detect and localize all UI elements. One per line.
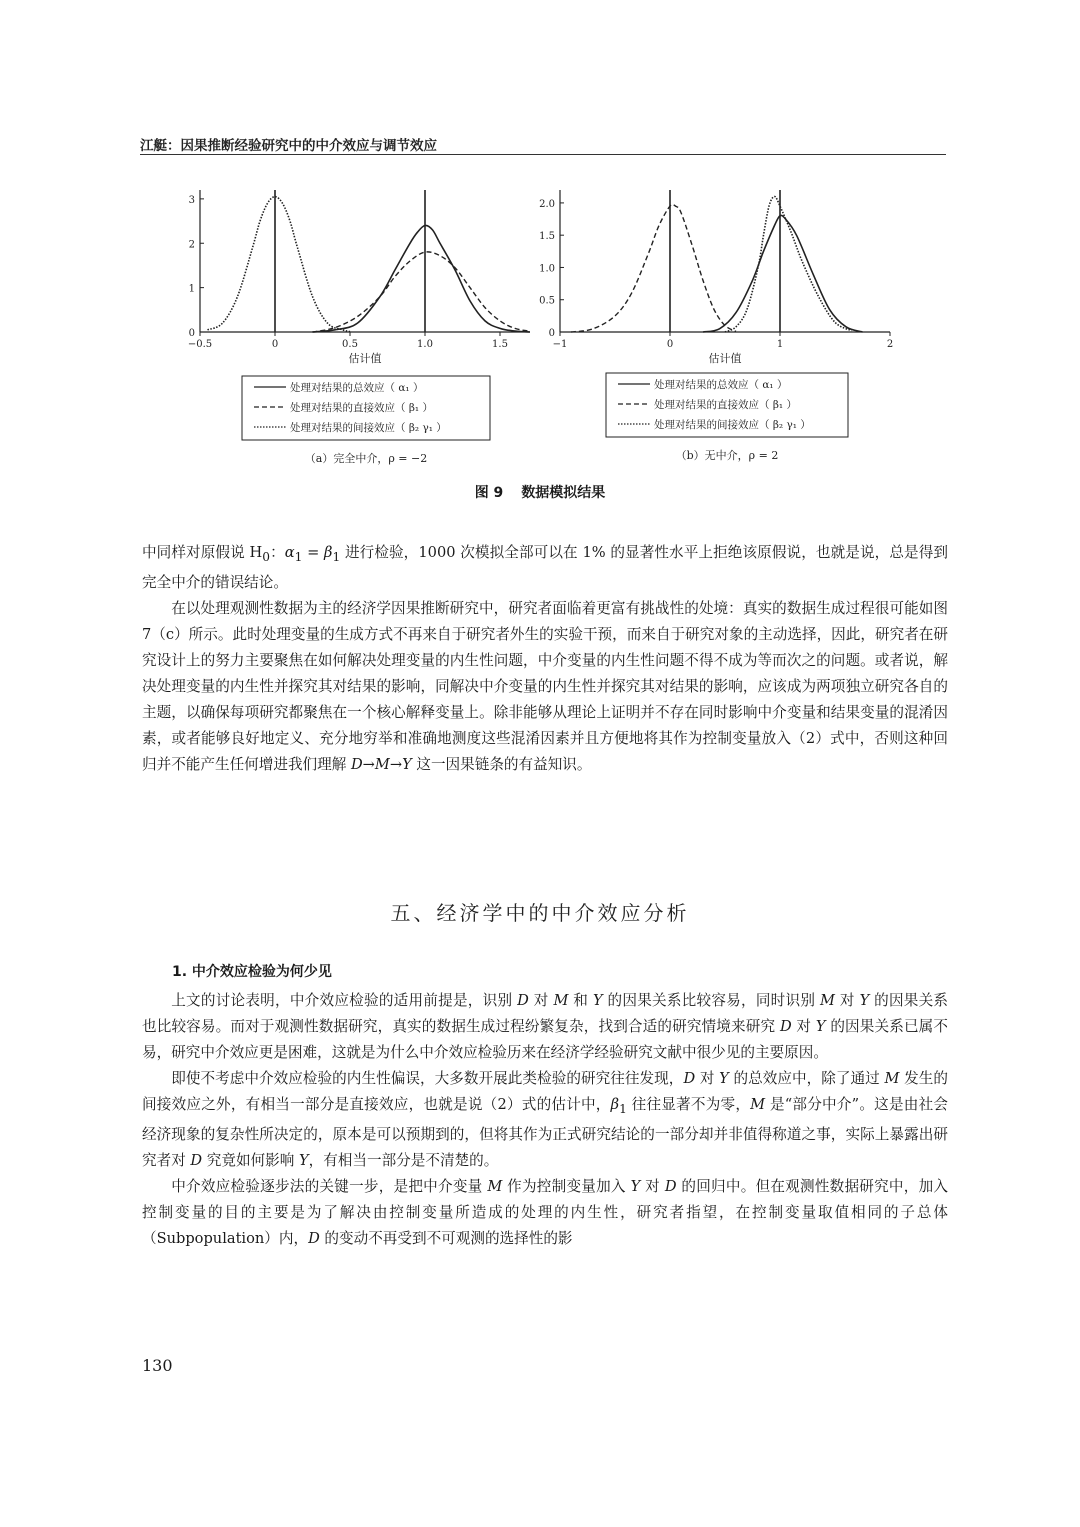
paragraph: 上文的讨论表明，中介效应检验的适用前提是，识别 D 对 M 和 Y 的因果关系比较容易，同时识别 M 对 Y 的因果关系也比较容易。而对于观测性数据研究，真实的数据生成过程纷繁复杂，找到合适的研究情境来研究 D 对 Y 的因果关系已属不易，研究中介效应更是困难，这就是为什么中介效应检验历来在经济学经验研究文献中很少见的主要原因。 bbox=[142, 992, 949, 1061]
chart-panel-b bbox=[530, 180, 920, 480]
legend-label-indirect: 处理对结果的间接效应（ β₂ γ₁ ） bbox=[654, 419, 811, 431]
x-tick-label: 0.5 bbox=[342, 339, 358, 350]
page-number: 130 bbox=[142, 1356, 173, 1375]
legend-label-direct: 处理对结果的直接效应（ β₁ ） bbox=[290, 402, 433, 414]
x-tick-label: −1 bbox=[552, 339, 568, 350]
x-tick-label: 1.0 bbox=[417, 339, 433, 350]
y-tick-label: 2 bbox=[188, 239, 195, 251]
legend-a bbox=[242, 376, 490, 440]
panel-caption: （b）无中介，ρ = 2 bbox=[675, 449, 779, 462]
series-line-solid bbox=[313, 225, 531, 332]
y-tick-label: 2.0 bbox=[539, 198, 555, 210]
section-title: 五、经济学中的中介效应分析 bbox=[390, 901, 690, 925]
y-tick-label: 3 bbox=[188, 194, 195, 206]
paragraph: 在以处理观测性数据为主的经济学因果推断研究中，研究者面临着更富有挑战性的处境：真实的数据生成过程很可能如图 7（c）所示。此时处理变量的生成方式不再来自于研究者外生的实验干预，而来自于研究对象的主动选择，因此，研究者在研究设计上的努力主要聚焦在如何解决处理变量的内生性问题，中介变量的内生性问题不得不成为等而次之的问题。或者说，解决处理变量的内生性并探究其对结果的影响，同解决中介变量的内生性并探究其对结果的影响，应该成为两项独立研究各自的主题，以确保每项研究都聚焦在一个核心解释变量上。除非能够从理论上证明并不存在同时影响中介变量和结果变量的混淆因素，或者能够良好地定义、充分地穷举和准确地测度这些混淆因素并且方便地将其作为控制变量放入（2）式中，否则这种回归并不能产生任何增进我们理解 D→M→Y 这一因果链条的有益知识。 bbox=[142, 599, 948, 773]
panel-caption: （a）完全中介，ρ = −2 bbox=[304, 452, 428, 465]
series-line-dashed bbox=[313, 252, 531, 332]
x-tick-label: 0 bbox=[271, 339, 279, 350]
running-head: 江艇：因果推断经验研究中的中介效应与调节效应 bbox=[140, 138, 437, 154]
y-tick-label: 0 bbox=[548, 328, 555, 339]
y-tick-label: 0 bbox=[188, 328, 195, 339]
legend-label-indirect: 处理对结果的间接效应（ β₂ γ₁ ） bbox=[290, 422, 447, 434]
paragraph: 中同样对原假说 $H_0$：$\alpha_1 = \beta_1$ 进行检验，1000 次模拟全部可以在 1% 的显著性水平上拒绝该原假说，也就是说，总是得到完全中介的错误结论。 bbox=[142, 544, 948, 591]
header-rule bbox=[140, 154, 946, 155]
sub-heading: 1. 中介效应检验为何少见 bbox=[172, 964, 332, 980]
x-axis-label: 估计值 bbox=[708, 352, 742, 365]
chart-panel-a bbox=[170, 180, 550, 480]
x-tick-label: 1.5 bbox=[492, 339, 508, 350]
body-block-1 bbox=[142, 540, 948, 778]
figure-caption bbox=[0, 482, 1080, 502]
series-line-dashed bbox=[571, 204, 736, 332]
y-tick-label: 1.0 bbox=[539, 263, 555, 275]
series-line-solid bbox=[703, 215, 863, 332]
y-tick-label: 1 bbox=[188, 283, 195, 295]
x-tick-label: 0 bbox=[666, 339, 674, 350]
x-tick-label: −0.5 bbox=[187, 339, 213, 350]
series-line-dotted bbox=[208, 197, 351, 332]
series-line-dotted bbox=[725, 197, 852, 333]
figure-caption-label: 图 9 bbox=[474, 485, 504, 501]
paragraph: 中介效应检验逐步法的关键一步，是把中介变量 M 作为控制变量加入 Y 对 D 的回归中。但在观测性数据研究中，加入控制变量的目的主要是为了解决由控制变量所造成的处理的内生性，研究者指望，在控制变量取值相同的子总体（Subpopulation）内，D 的变动不再受到不可观测的选择性的影 bbox=[142, 1177, 948, 1247]
x-axis-label: 估计值 bbox=[348, 352, 382, 365]
legend-label-total: 处理对结果的总效应（ α₁ ） bbox=[290, 382, 424, 394]
y-tick-label: 0.5 bbox=[539, 295, 555, 307]
body-block-2 bbox=[142, 988, 948, 1252]
x-tick-label: 2 bbox=[886, 339, 894, 350]
legend-b bbox=[606, 373, 848, 437]
paragraph: 即使不考虑中介效应检验的内生性偏误，大多数开展此类检验的研究往往发现，D 对 Y 的总效应中，除了通过 M 发生的间接效应之外，有相当一部分是直接效应，也就是说（2）式的估计中，$\beta_1$ 往往显著不为零，M 是“部分中介”。这是由社会经济现象的复杂性所决定的，原本是可以预期到的，但将其作为正式研究结论的一部分却并非值得称道之事，实际上暴露出研究者对 D 究竟如何影响 Y，有相当一部分是不清楚的。 bbox=[142, 1070, 949, 1169]
x-tick-label: 1 bbox=[776, 339, 784, 350]
figure-caption-title: 数据模拟结果 bbox=[521, 485, 606, 501]
legend-label-total: 处理对结果的总效应（ α₁ ） bbox=[654, 379, 788, 391]
y-tick-label: 1.5 bbox=[539, 231, 555, 243]
legend-label-direct: 处理对结果的直接效应（ β₁ ） bbox=[654, 399, 797, 411]
